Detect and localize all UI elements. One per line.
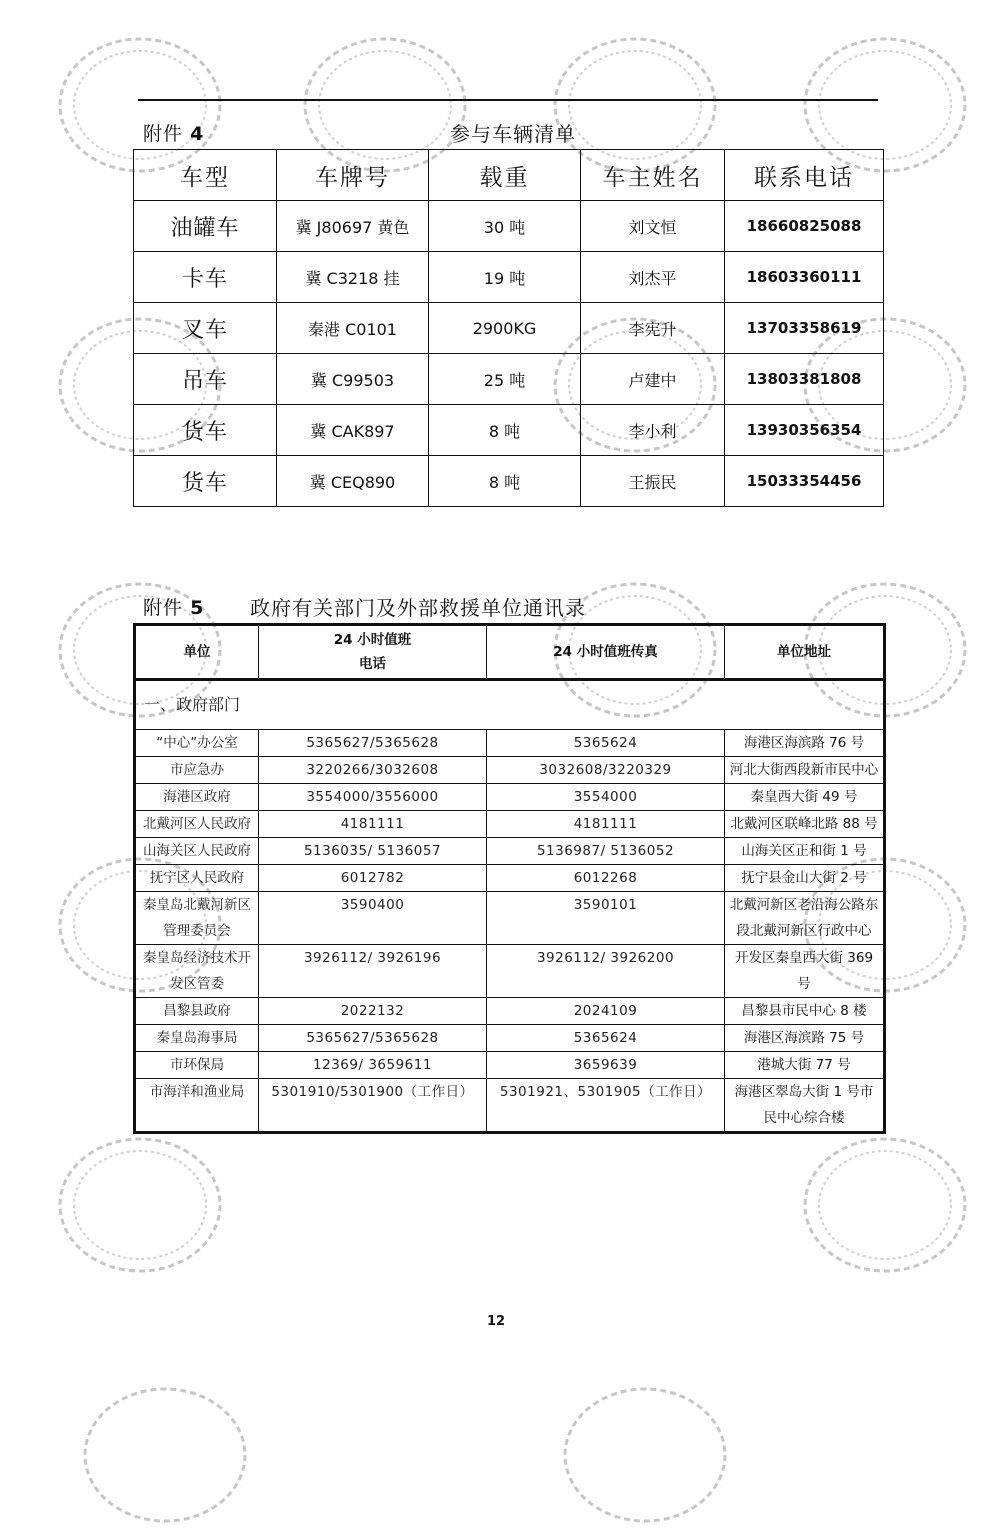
unit-name: 秦皇岛北戴河新区管理委员会 bbox=[135, 892, 259, 945]
unit-name: 抚宁区人民政府 bbox=[135, 865, 259, 892]
table-row bbox=[134, 303, 884, 354]
attachment4-label-prefix: 附件 bbox=[143, 123, 184, 145]
duty-phone: 4181111 bbox=[259, 811, 487, 838]
unit-name: 市海洋和渔业局 bbox=[135, 1079, 259, 1133]
unit-address: 海港区海滨路 75 号 bbox=[725, 1025, 885, 1052]
table-row bbox=[135, 1052, 885, 1079]
vehicle-phone: 18603360111 bbox=[725, 252, 884, 303]
unit-address: 海港区海滨路 76 号 bbox=[725, 730, 885, 757]
duty-phone: 5365627/5365628 bbox=[259, 1025, 487, 1052]
table-row bbox=[134, 252, 884, 303]
table-row bbox=[135, 784, 885, 811]
table-row bbox=[134, 354, 884, 405]
top-rule bbox=[138, 99, 878, 101]
table-row bbox=[135, 945, 885, 998]
header-phone-line1: 24 小时值班 bbox=[333, 632, 412, 648]
attachment4-label bbox=[143, 119, 204, 146]
vehicle-plate: 冀 C99503 bbox=[277, 354, 429, 405]
unit-address: 山海关区正和街 1 号 bbox=[725, 838, 885, 865]
vehicle-plate: 冀 C3218 挂 bbox=[277, 252, 429, 303]
attachment5-label-prefix: 附件 bbox=[143, 597, 184, 619]
duty-fax: 4181111 bbox=[487, 811, 725, 838]
vehicle-plate: 冀 CEQ890 bbox=[277, 456, 429, 507]
duty-phone: 5365627/5365628 bbox=[259, 730, 487, 757]
table-header-row bbox=[134, 150, 884, 201]
table-row bbox=[135, 865, 885, 892]
attachment4-title: 参与车辆清单 bbox=[450, 122, 576, 146]
unit-address: 港城大街 77 号 bbox=[725, 1052, 885, 1079]
unit-address: 昌黎县市民中心 8 楼 bbox=[725, 998, 885, 1025]
vehicle-plate: 冀 CAK897 bbox=[277, 405, 429, 456]
table-row bbox=[134, 201, 884, 252]
duty-phone: 3220266/3032608 bbox=[259, 757, 487, 784]
table-header-row bbox=[135, 625, 885, 680]
duty-phone: 6012782 bbox=[259, 865, 487, 892]
vehicle-load: 8 吨 bbox=[429, 456, 581, 507]
header-unit: 单位 bbox=[135, 625, 259, 680]
header-phone: 联系电话 bbox=[725, 150, 884, 201]
vehicle-owner: 李小利 bbox=[581, 405, 725, 456]
vehicle-owner: 刘文恒 bbox=[581, 201, 725, 252]
duty-phone: 3926112/ 3926196 bbox=[259, 945, 487, 998]
unit-name: 昌黎县政府 bbox=[135, 998, 259, 1025]
vehicle-phone: 18660825088 bbox=[725, 201, 884, 252]
table-row bbox=[135, 838, 885, 865]
vehicle-list-table bbox=[133, 149, 884, 507]
duty-phone: 3554000/3556000 bbox=[259, 784, 487, 811]
header-address: 单位地址 bbox=[725, 625, 885, 680]
attachment5-title: 政府有关部门及外部救援单位通讯录 bbox=[250, 596, 586, 620]
duty-phone: 12369/ 3659611 bbox=[259, 1052, 487, 1079]
duty-fax: 2024109 bbox=[487, 998, 725, 1025]
duty-fax: 3659639 bbox=[487, 1052, 725, 1079]
unit-name: 市环保局 bbox=[135, 1052, 259, 1079]
duty-fax: 3590101 bbox=[487, 892, 725, 945]
vehicle-owner: 卢建中 bbox=[581, 354, 725, 405]
vehicle-load: 2900KG bbox=[429, 303, 581, 354]
vehicle-type: 吊车 bbox=[134, 354, 277, 405]
unit-name: 秦皇岛经济技术开发区管委 bbox=[135, 945, 259, 998]
table-row bbox=[135, 892, 885, 945]
unit-address: 北戴河区联峰北路 88 号 bbox=[725, 811, 885, 838]
duty-fax: 5365624 bbox=[487, 1025, 725, 1052]
unit-address: 抚宁县金山大街 2 号 bbox=[725, 865, 885, 892]
attachment4-label-num: 4 bbox=[190, 123, 205, 145]
table-row bbox=[135, 730, 885, 757]
table-row bbox=[135, 1079, 885, 1133]
unit-name: 山海关区人民政府 bbox=[135, 838, 259, 865]
unit-name: “中心”办公室 bbox=[135, 730, 259, 757]
unit-name: 市应急办 bbox=[135, 757, 259, 784]
page-number: 12 bbox=[486, 1314, 506, 1329]
header-fax: 24 小时值班传真 bbox=[487, 625, 725, 680]
header-load: 载重 bbox=[429, 150, 581, 201]
section-row bbox=[135, 680, 885, 730]
header-phone-line2: 电话 bbox=[359, 656, 386, 672]
unit-address: 海港区翠岛大街 1 号市民中心综合楼 bbox=[725, 1079, 885, 1133]
vehicle-plate: 冀 J80697 黄色 bbox=[277, 201, 429, 252]
vehicle-owner: 李宪升 bbox=[581, 303, 725, 354]
vehicle-phone: 13930356354 bbox=[725, 405, 884, 456]
table-row bbox=[135, 757, 885, 784]
attachment5-label bbox=[143, 593, 204, 620]
section-title: 一、政府部门 bbox=[135, 680, 885, 730]
header-phone bbox=[259, 625, 487, 680]
header-plate: 车牌号 bbox=[277, 150, 429, 201]
vehicle-phone: 13803381808 bbox=[725, 354, 884, 405]
duty-phone: 3590400 bbox=[259, 892, 487, 945]
unit-name: 秦皇岛海事局 bbox=[135, 1025, 259, 1052]
table-row bbox=[135, 1025, 885, 1052]
vehicle-owner: 刘杰平 bbox=[581, 252, 725, 303]
duty-phone: 5136035/ 5136057 bbox=[259, 838, 487, 865]
table-row bbox=[135, 998, 885, 1025]
watermark-stamp bbox=[800, 1130, 970, 1280]
unit-address: 河北大街西段新市民中心 bbox=[725, 757, 885, 784]
watermark-stamp bbox=[55, 1130, 225, 1280]
vehicle-load: 30 吨 bbox=[429, 201, 581, 252]
vehicle-phone: 13703358619 bbox=[725, 303, 884, 354]
duty-fax: 5301921、5301905（工作日） bbox=[487, 1079, 725, 1133]
table-row bbox=[135, 811, 885, 838]
unit-name: 北戴河区人民政府 bbox=[135, 811, 259, 838]
duty-fax: 3032608/3220329 bbox=[487, 757, 725, 784]
duty-phone: 2022132 bbox=[259, 998, 487, 1025]
duty-phone: 5301910/5301900（工作日） bbox=[259, 1079, 487, 1133]
vehicle-load: 25 吨 bbox=[429, 354, 581, 405]
unit-address: 开发区秦皇西大街 369 号 bbox=[725, 945, 885, 998]
vehicle-load: 19 吨 bbox=[429, 252, 581, 303]
duty-fax: 6012268 bbox=[487, 865, 725, 892]
header-owner: 车主姓名 bbox=[581, 150, 725, 201]
vehicle-plate: 秦港 C0101 bbox=[277, 303, 429, 354]
vehicle-owner: 王振民 bbox=[581, 456, 725, 507]
vehicle-type: 叉车 bbox=[134, 303, 277, 354]
unit-address: 秦皇西大街 49 号 bbox=[725, 784, 885, 811]
unit-name: 海港区政府 bbox=[135, 784, 259, 811]
duty-fax: 3554000 bbox=[487, 784, 725, 811]
vehicle-load: 8 吨 bbox=[429, 405, 581, 456]
vehicle-type: 油罐车 bbox=[134, 201, 277, 252]
duty-fax: 5136987/ 5136052 bbox=[487, 838, 725, 865]
duty-fax: 5365624 bbox=[487, 730, 725, 757]
vehicle-type: 货车 bbox=[134, 405, 277, 456]
vehicle-type: 卡车 bbox=[134, 252, 277, 303]
vehicle-phone: 15033354456 bbox=[725, 456, 884, 507]
unit-address: 北戴河新区老沿海公路东段北戴河新区行政中心 bbox=[725, 892, 885, 945]
duty-fax: 3926112/ 3926200 bbox=[487, 945, 725, 998]
contact-directory-table bbox=[133, 623, 886, 1134]
table-row bbox=[134, 405, 884, 456]
header-type: 车型 bbox=[134, 150, 277, 201]
attachment5-label-num: 5 bbox=[190, 597, 205, 619]
table-row bbox=[134, 456, 884, 507]
vehicle-type: 货车 bbox=[134, 456, 277, 507]
